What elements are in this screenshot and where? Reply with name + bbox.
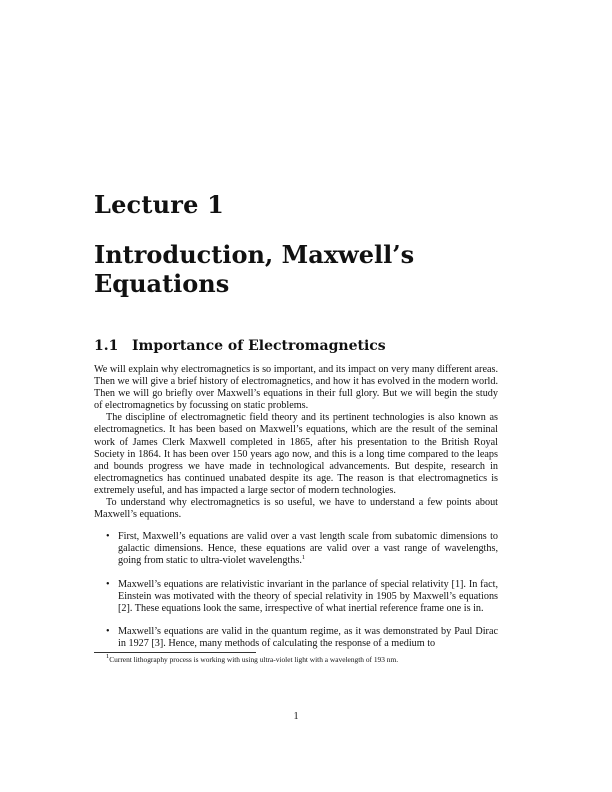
bullet-text: Maxwell’s equations are relativistic invariant in the parlance of special relativity [1]. In fact, Einstein was motivated with the theory of special relativity in 1905 by Maxwell’s equations [2]. These equations look the same, irrespective of what inertial reference frame one is in. xyxy=(118,578,498,614)
footnote xyxy=(106,655,498,664)
bullet-item xyxy=(106,625,498,650)
chapter-title: Introduction, Maxwell’s Equations xyxy=(94,240,415,298)
section-number: 1.1 xyxy=(94,338,119,354)
bullet-marker: • xyxy=(106,625,110,637)
lecture-label: Lecture 1 xyxy=(94,190,225,219)
footnote-divider xyxy=(94,652,256,653)
bullet-text: Maxwell’s equations are valid in the quantum regime, as it was demonstrated by Paul Dirac in 1927 [3]. Hence, many methods of calculating the response of a medium to xyxy=(118,625,498,649)
paragraph: We will explain why electromagnetics is so important, and its impact on very many different areas. Then we will give a brief history of electromagnetics, and how it has evolved in the modern world. Then we will go briefly over Maxwell’s equations in their full glory. But we will begin the study of electromagnetics by focussing on static problems. xyxy=(94,364,498,412)
body-text xyxy=(94,364,498,661)
bullet-item xyxy=(106,531,498,567)
footnote-mark: 1 xyxy=(106,653,110,660)
bullet-marker: • xyxy=(106,578,110,590)
bullet-list xyxy=(94,531,498,650)
paragraph: To understand why electromagnetics is so useful, we have to understand a few points about Maxwell’s equations. xyxy=(94,497,498,521)
bullet-item xyxy=(106,578,498,615)
bullet-marker: • xyxy=(106,531,110,543)
page-number: 1 xyxy=(293,711,299,722)
paragraph: The discipline of electromagnetic field theory and its pertinent technologies is also known as electromagnetics. It has been based on Maxwell’s equations, which are the result of the seminal work of James Clerk Maxwell completed in 1865, after his presentation to the British Royal Society in 1864. It has been over 150 years ago now, and this is a long time compared to the leaps and bounds progress we have made in technological advancements. But despite, research in electromagnetics has continued unabated despite its age. The reason is that electromagnetics is extremely useful, and has impacted a large sector of modern technologies. xyxy=(94,412,498,496)
section-heading xyxy=(94,338,386,354)
footnote-text: Current lithography process is working with using ultra-violet light with a wavelength of 193 nm. xyxy=(109,655,399,664)
section-title: Importance of Electromagnetics xyxy=(132,338,386,354)
footnote-reference[interactable]: 1 xyxy=(301,554,306,562)
bullet-text: First, Maxwell’s equations are valid over a vast length scale from subatomic dimensions to galactic dimensions. Hence, these equations are valid over a vast range of wavelengths, going from static to ultra-violet wavelengths. xyxy=(118,531,498,567)
